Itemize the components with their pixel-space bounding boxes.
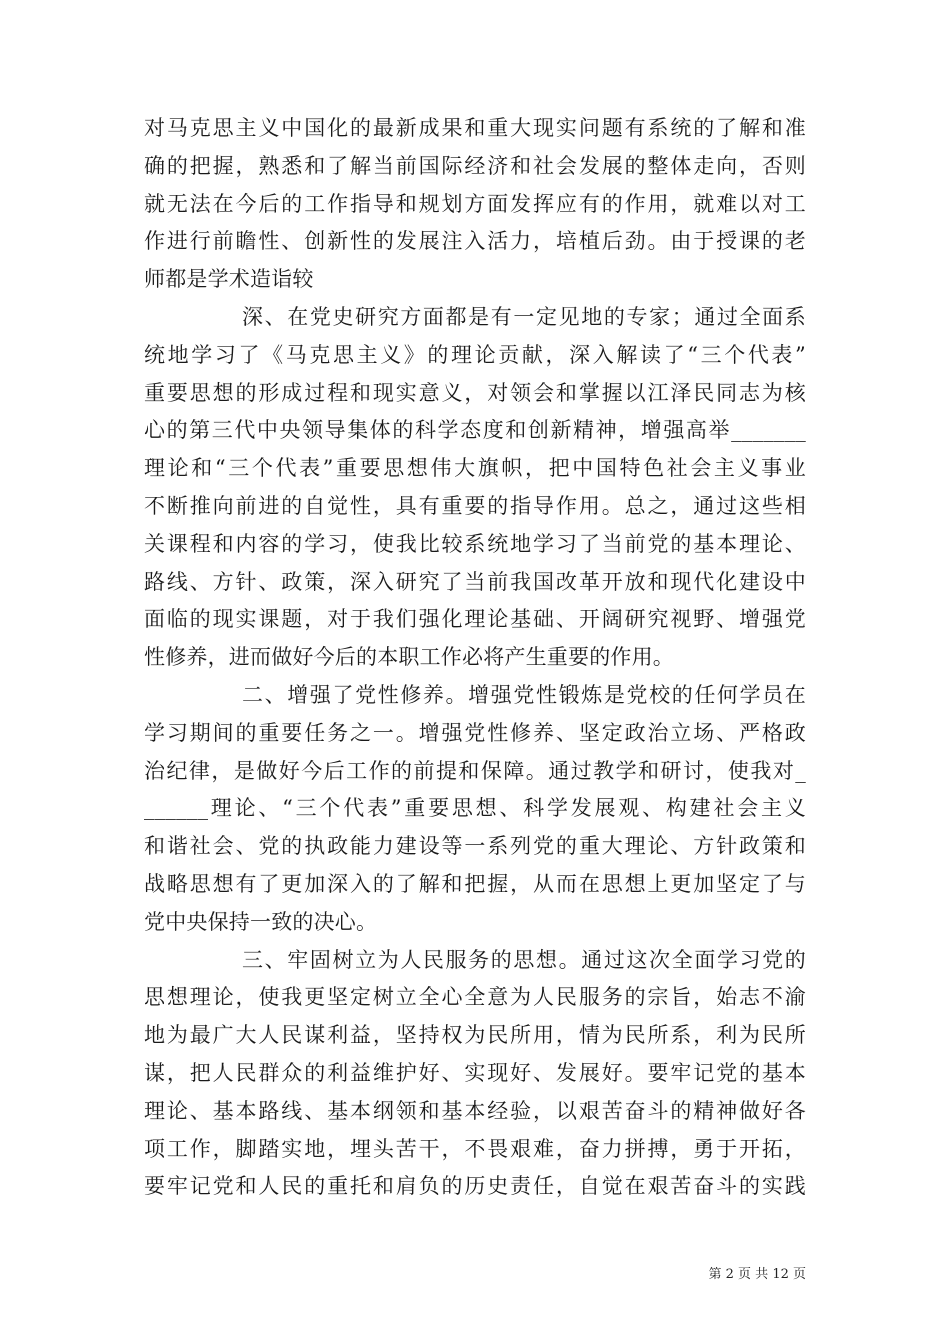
text-line: 理论、基本路线、基本纲领和基本经验，以艰苦奋斗的精神做好各 (144, 1098, 806, 1123)
text-line: 理论和“三个代表”重要思想伟大旗帜，把中国特色社会主义事业 (144, 456, 806, 481)
text-line: 三、牢固树立为人民服务的思想。通过这次全面学习党的 (242, 947, 806, 972)
text-line: 思想理论，使我更坚定树立全心全意为人民服务的宗旨，始志不渝 (144, 985, 806, 1010)
text-line: 性修养，进而做好今后的本职工作必将产生重要的作用。 (144, 645, 674, 670)
text-line: 统地学习了《马克思主义》的理论贡献，深入解读了“三个代表” (144, 342, 806, 367)
text-line: 和谐社会、党的执政能力建设等一系列党的重大理论、方针政策和 (144, 834, 806, 859)
text-line: 对马克思主义中国化的最新成果和重大现实问题有系统的了解和准 (144, 116, 806, 140)
text-line: 关课程和内容的学习，使我比较系统地学习了当前党的基本理论、 (144, 531, 806, 556)
text-line: 不断推向前进的自觉性，具有重要的指导作用。总之，通过这些相 (144, 493, 806, 518)
document-body (144, 110, 806, 1206)
text-line: 重要思想的形成过程和现实意义，对领会和掌握以江泽民同志为核 (144, 380, 806, 405)
text-line: 深、在党史研究方面都是有一定见地的专家；通过全面系 (242, 304, 806, 329)
text-line: 治纪律，是做好今后工作的前提和保障。通过教学和研讨，使我对_ (144, 758, 806, 783)
page-number-label: 第 2 页 共 12 页 (708, 1267, 806, 1282)
text-line: 谋，把人民群众的利益维护好、实现好、发展好。要牢记党的基本 (144, 1060, 806, 1085)
text-line: 党中央保持一致的决心。 (144, 909, 378, 934)
text-line: 作进行前瞻性、创新性的发展注入活力，培植后劲。由于授课的老 (144, 229, 806, 254)
text-line: 学习期间的重要任务之一。增强党性修养、坚定政治立场、严格政 (144, 720, 806, 745)
text-line: 面临的现实课题，对于我们强化理论基础、开阔研究视野、增强党 (144, 607, 806, 632)
text-line: 路线、方针、政策，深入研究了当前我国改革开放和现代化建设中 (144, 569, 806, 594)
text-line: 地为最广大人民谋利益，坚持权为民所用，情为民所系，利为民所 (144, 1023, 806, 1048)
text-line: 二、增强了党性修养。增强党性锻炼是党校的任何学员在 (242, 682, 806, 707)
text-line: 战略思想有了更加深入的了解和把握，从而在思想上更加坚定了与 (144, 871, 806, 896)
text-line: 心的第三代中央领导集体的科学态度和创新精神，增强高举_______ (144, 418, 806, 443)
text-line: 师都是学术造诣较 (144, 267, 314, 292)
text-line: ______理论、“三个代表”重要思想、科学发展观、构建社会主义 (144, 796, 806, 821)
text-line: 要牢记党和人民的重托和肩负的历史责任，自觉在艰苦奋斗的实践 (144, 1174, 806, 1199)
text-line: 确的把握，熟悉和了解当前国际经济和社会发展的整体走向，否则 (144, 153, 806, 178)
text-line: 就无法在今后的工作指导和规划方面发挥应有的作用，就难以对工 (144, 191, 806, 216)
text-line: 项工作，脚踏实地，埋头苦干，不畏艰难，奋力拼搏，勇于开拓， (144, 1136, 806, 1161)
